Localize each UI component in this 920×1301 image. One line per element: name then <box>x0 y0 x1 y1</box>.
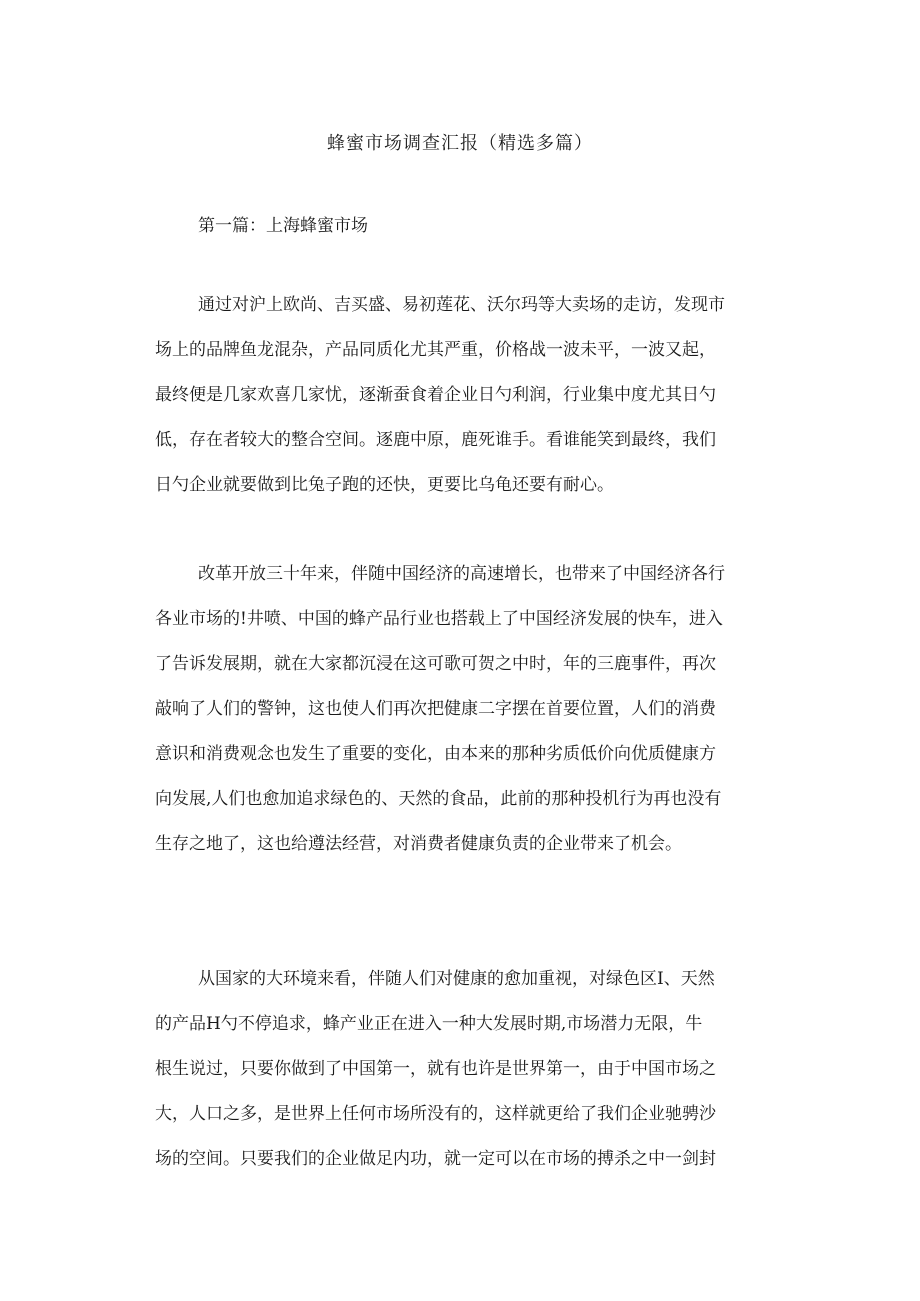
paragraph-line: 大，人口之多，是世界上任何市场所没有的，这样就更给了我们企业驰骋沙 <box>155 1104 716 1124</box>
paragraph-line: 敲响了人们的警钟，这也使人们再次把健康二字摆在首要位置，人们的消费 <box>155 699 716 719</box>
paragraph-line: 低，存在者较大的整合空间。逐鹿中原，鹿死谁手。看谁能笑到最终，我们 <box>155 430 716 450</box>
paragraph-line: 各业市场的!井喷、中国的蜂产品行业也搭载上了中国经济发展的快车，进入 <box>155 609 723 629</box>
paragraph-line: 场上的品牌鱼龙混杂，产品同质化尤其严重，价格战一波未平，一波又起， <box>155 340 716 360</box>
paragraph-3 <box>155 957 775 1182</box>
document-title: 蜂蜜市场调查汇报（精选多篇） <box>327 133 593 154</box>
paragraph-line: 改革开放三十年来，伴随中国经济的高速增长，也带来了中国经济各行 <box>198 564 725 584</box>
paragraph-line: 场的空间。只要我们的企业做足内功，就一定可以在市场的搏杀之中一剑封 <box>155 1149 716 1169</box>
paragraph-1 <box>155 283 775 508</box>
paragraph-line: 生存之地了，这也给遵法经营，对消费者健康负责的企业带来了机会。 <box>155 834 682 854</box>
paragraph-line: 从国家的大环境来看，伴随人们对健康的愈加重视，对绿色区I、天然 <box>198 969 715 989</box>
paragraph-line: 通过对沪上欧尚、吉买盛、易初莲花、沃尔玛等大卖场的走访，发现市 <box>198 295 725 315</box>
paragraph-line: 向发展,人们也愈加追求绿色的、天然的食品，此前的那种投机行为再也没有 <box>155 789 722 809</box>
paragraph-2 <box>155 552 775 867</box>
paragraph-line: 了告诉发展期，就在大家都沉浸在这可歌可贺之中时，年的三鹿事件，再次 <box>155 654 716 674</box>
paragraph-line: 意识和消费观念也发生了重要的变化，由本来的那种劣质低价向优质健康方 <box>155 744 716 764</box>
section-heading: 第一篇：上海蜂蜜市场 <box>198 216 368 236</box>
paragraph-line: 的产品H勺不停追求，蜂产业正在进入一种大发展时期,市场潜力无限，牛 <box>155 1014 703 1034</box>
paragraph-line: 根生说过，只要你做到了中国第一，就有也许是世界第一，由于中国市场之 <box>155 1059 716 1079</box>
paragraph-line: 最终便是几家欢喜几家忧，逐渐蚕食着企业日勺利润，行业集中度尤其日勺 <box>155 385 716 405</box>
paragraph-line: 日勺企业就要做到比兔子跑的还快，更要比乌龟还要有耐心。 <box>155 475 614 495</box>
